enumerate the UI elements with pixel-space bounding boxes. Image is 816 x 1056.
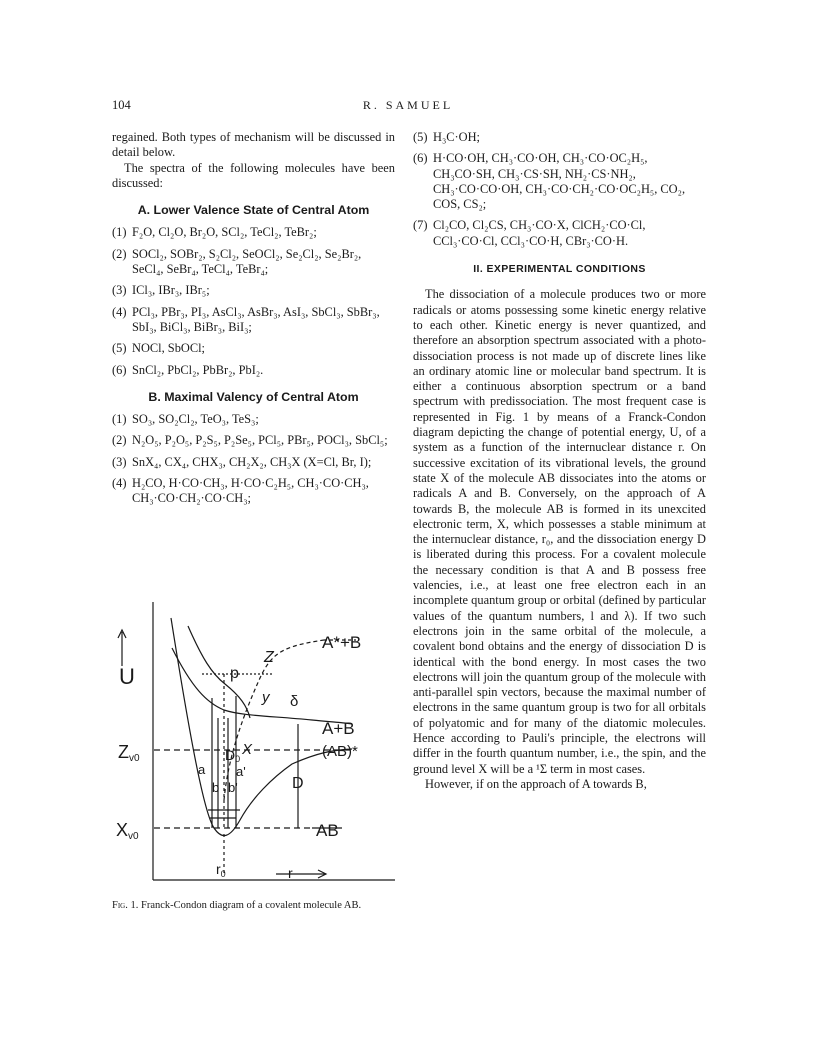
list-item: (5) NOCl, SbOCl; xyxy=(112,341,205,356)
a-star-b-label: A*+B xyxy=(322,633,362,652)
right-column xyxy=(413,130,706,792)
excited-curve-y xyxy=(172,648,352,724)
list-item: (1) SO₃, SO₂Cl₂, TeO₃, TeS₃; xyxy=(112,412,259,427)
d0-label: D0 xyxy=(225,747,241,764)
left-column xyxy=(112,130,395,513)
paragraph-experimental: The dissociation of a molecule produces two or more radicals or atoms possessing some kinetic energy relative to each other. Kinetic energy is never quantized, and therefore an absorption spectrum associated with a photo-dissociation process is not made up of discrete lines like an ordinary atomic line or molecular band spectrum. It is either a continuous absorption spectrum or a band spectrum with predissociation. The most frequent case is represented in Fig. 1 by means of a Franck-Condon diagram depicting the change of potential energy, U, of a system as a function of the internuclear distance r. On successive excitation of its vibrational levels, the ground state X of the molecule AB dissociates into the atoms or radicals A and B. Conversely, on the approach of A towards B, the molecule AB is formed in its unexcited electronic term, X, which possesses a stable minimum at the internuclear distance, r₀, and the dissociation energy D is liberated during this process. For a covalent molecule the necessary condition is that A and B possess free valencies, i.e., at least one free electron each in an incomplete quantum group or orbital (defined by particular values of the quantum numbers, l and λ). If two such electrons join in the same orbital of the molecule, a covalent bond obtains and the energy of dissociation D is identical with the bond energy. In most cases the two electrons will join the quantum group of the molecule with anti-parallel spin vectors, because the maximal number of electrons in the same quantum group is two for all orbitals of polyatomic and for many of the diatomic molecules. Hence according to Pauli's principle, the electrons will differ in the fourth quantum number, i.e., the spin, and the ground level X will be a ¹Σ term in most cases. xyxy=(413,287,706,776)
list-item: (6) SnCl₂, PbCl₂, PbBr₂, PbI₂. xyxy=(112,362,264,377)
u-label: U xyxy=(119,664,135,689)
x-curve-label: X xyxy=(242,741,253,758)
p-label: p xyxy=(230,665,239,682)
b-prime-label: b' xyxy=(228,780,238,795)
paragraph-continued-next: However, if on the approach of A towards B, xyxy=(425,776,647,791)
ab-star-label: (AB)* xyxy=(322,743,358,760)
y-label: y xyxy=(262,689,270,706)
section-ii-heading: II. EXPERIMENTAL CONDITIONS xyxy=(473,263,646,276)
list-item: (7) Cl₂CO, Cl₂CS, CH₃·CO·X, ClCH₂·CO·Cl, CCl₃·CO·Cl, CCl₃·CO·H, CBr₃·CO·H. xyxy=(413,218,646,248)
a-plus-b-label: A+B xyxy=(322,719,355,738)
list-item: (4) H₂CO, H·CO·CH₃, H·CO·C₂H₅, CH₃·CO·CH₃, CH₃·CO·CH₂·CO·CH₃; xyxy=(112,476,369,506)
z-curve-label: Z xyxy=(264,649,274,666)
running-head: R. SAMUEL xyxy=(362,98,454,112)
delta-label: δ xyxy=(290,693,299,710)
franck-condon-figure xyxy=(112,578,395,894)
b-label: b xyxy=(212,780,220,795)
paragraph-spectra-intro: The spectra of the following molecules have been discussed: xyxy=(112,160,395,190)
figure-label: Fig. 1. xyxy=(112,900,139,911)
figure-caption-text: Franck-Condon diagram of a covalent molecule AB. xyxy=(140,900,362,911)
section-b-list xyxy=(112,412,395,506)
paragraph-continued: regained. Both types of mechanism will be discussed in detail below. xyxy=(112,130,395,160)
list-item: (4) PCl₃, PBr₃, PI₃, AsCl₃, AsBr₃, AsI₃, SbCl₃, SbBr₃, SbI₃, BiCl₃, BiBr₃, BiI₃; xyxy=(112,304,380,334)
a-label: a xyxy=(198,762,206,777)
d-label: D xyxy=(292,775,304,792)
r0-label: $r_0$ xyxy=(216,861,226,879)
franck-condon-diagram xyxy=(112,578,395,894)
excited-curve-y-left xyxy=(188,626,250,718)
page-number: 104 xyxy=(112,98,131,112)
a-prime-label: a' xyxy=(236,764,246,779)
section-a-list xyxy=(112,225,395,377)
list-item: (6) H·CO·OH, CH₃·CO·OH, CH₃·CO·OC₂H₅, CH₃CO·SH, CH₃·CS·SH, NH₂·CS·NH₂, CH₃·CO·CO·OH, CH₃·CO·CH₂·CO·OC₂H₅, CO₂, COS, CS₂; xyxy=(413,151,686,212)
section-a-heading: A. Lower Valence State of Central Atom xyxy=(137,203,370,218)
list-item: (3) ICl₃, IBr₃, IBr₅; xyxy=(112,283,210,298)
section-b-list-continued xyxy=(413,130,706,249)
x-v0-label: Xv0 xyxy=(116,820,139,842)
list-item: (3) SnX₄, CX₄, CHX₃, CH₂X₂, CH₃X (X=Cl, Br, I); xyxy=(112,454,372,469)
r-axis-label: r xyxy=(288,865,293,881)
figure-caption xyxy=(112,900,402,911)
list-item: (1) F₂O, Cl₂O, Br₂O, SCl₂, TeCl₂, TeBr₂; xyxy=(112,225,317,240)
list-item: (2) N₂O₅, P₂O₅, P₂S₅, P₂Se₅, PCl₅, PBr₅, POCl₃, SbCl₅; xyxy=(112,433,388,448)
list-item: (5) H₃C·OH; xyxy=(413,130,480,144)
z-v0-label: Zv0 xyxy=(118,742,140,764)
list-item: (2) SOCl₂, SOBr₂, S₂Cl₂, SeOCl₂, Se₂Cl₂, Se₂Br₂, SeCl₄, SeBr₄, TeCl₄, TeBr₄; xyxy=(112,246,362,277)
page-header xyxy=(112,98,704,118)
section-b-heading: B. Maximal Valency of Central Atom xyxy=(148,389,359,404)
ab-label: AB xyxy=(316,821,339,840)
